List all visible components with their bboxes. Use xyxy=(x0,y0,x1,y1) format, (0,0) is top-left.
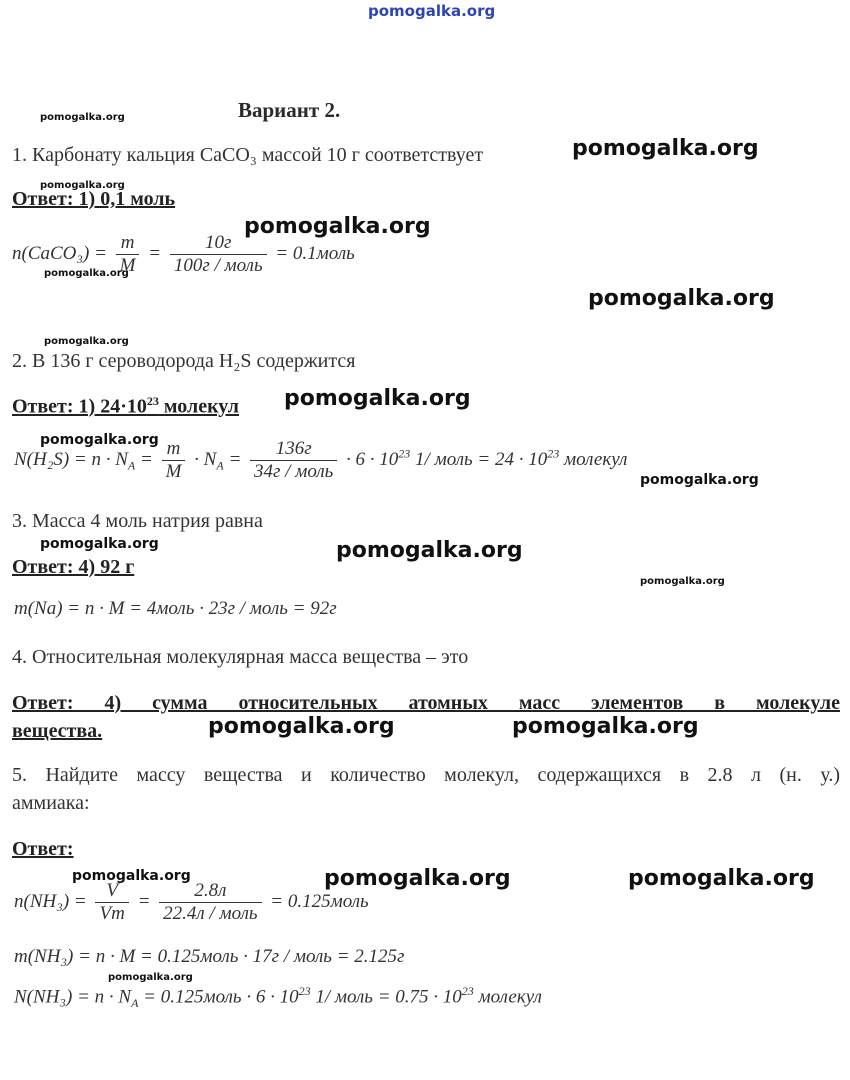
watermark: pomogalka.org xyxy=(44,268,129,279)
answer-1: Ответ: 1) 0,1 моль xyxy=(12,188,176,210)
watermark: pomogalka.org xyxy=(72,868,191,884)
answer-3: Ответ: 4) 92 г xyxy=(12,556,135,578)
formula-5-3: $N(NH_3) = n \cdot N_A$ = 0.125моль · $6 \cdot 10^{23}$ 1/ моль = $0.75 \cdot 10^{23}$ молекул xyxy=(14,984,542,1011)
watermark: pomogalka.org xyxy=(336,538,523,563)
question-4: 4. Относительная молекулярная масса вещества – это xyxy=(12,646,469,668)
watermark: pomogalka.org xyxy=(244,214,431,239)
watermark: pomogalka.org xyxy=(628,866,815,891)
watermark: pomogalka.org xyxy=(208,714,395,739)
watermark: pomogalka.org xyxy=(588,286,775,311)
watermark: pomogalka.org xyxy=(512,714,699,739)
top-watermark: pomogalka.org xyxy=(368,2,496,20)
watermark: pomogalka.org xyxy=(40,180,125,191)
watermark: pomogalka.org xyxy=(324,866,511,891)
formula-5-2: m(NH₃) = n · M = 0.125моль · 17г / моль = 2.125г xyxy=(14,946,405,967)
watermark: pomogalka.org xyxy=(572,136,759,161)
answer-2: Ответ: 1) $24\cdot 10^{23}$ молекул xyxy=(12,394,240,418)
formula-3: m(Na) = n · M = 4моль · 23г / моль = 92г xyxy=(14,598,337,619)
watermark: pomogalka.org xyxy=(40,432,159,448)
watermark: pomogalka.org xyxy=(40,112,125,123)
question-5-line-1: 5. Найдите массу вещества и количество молекул, содержащихся в 2.8 л (н. у.) xyxy=(12,764,840,786)
question-3: 3. Масса 4 моль натрия равна xyxy=(12,510,263,532)
answer-4-line-1: Ответ: 4) сумма относительных атомных масс элементов в молекуле xyxy=(12,692,840,714)
watermark: pomogalka.org xyxy=(40,536,159,552)
watermark: pomogalka.org xyxy=(44,336,129,347)
watermark: pomogalka.org xyxy=(640,576,725,587)
question-2: 2. В 136 г сероводорода H₂S содержится xyxy=(12,350,356,372)
page-title: Вариант 2. xyxy=(238,98,341,122)
watermark: pomogalka.org xyxy=(108,972,193,983)
watermark: pomogalka.org xyxy=(640,472,759,488)
question-1: 1. Карбонату кальция CaCO₃ массой 10 г соответствует xyxy=(12,144,484,166)
watermark: pomogalka.org xyxy=(284,386,471,411)
answer-4-line-2: вещества. xyxy=(12,720,103,742)
answer-5: Ответ: xyxy=(12,838,74,860)
formula-2: $N(H_2S) = n \cdot N_A$ = $\frac{m}{M}$ · $N_A$ = $\frac{136г}{\text{34г / моль}}$ · $6 \cdot 10^{23}$ 1/ моль = $24 \cdot 10^{23}$ молекул xyxy=(14,438,628,482)
question-5-line-2: аммиака: xyxy=(12,792,90,814)
formula-5-1: n(NH₃) = $\frac{V}{Vm}$ = $\frac{2.8л}{\text{22.4л / моль}}$ = 0.125моль xyxy=(14,880,369,924)
formula-1: n(CaCO₃) = $\frac{m}{M}$ = $\frac{10г}{\text{100г / моль}}$ = 0.1моль xyxy=(12,232,355,276)
